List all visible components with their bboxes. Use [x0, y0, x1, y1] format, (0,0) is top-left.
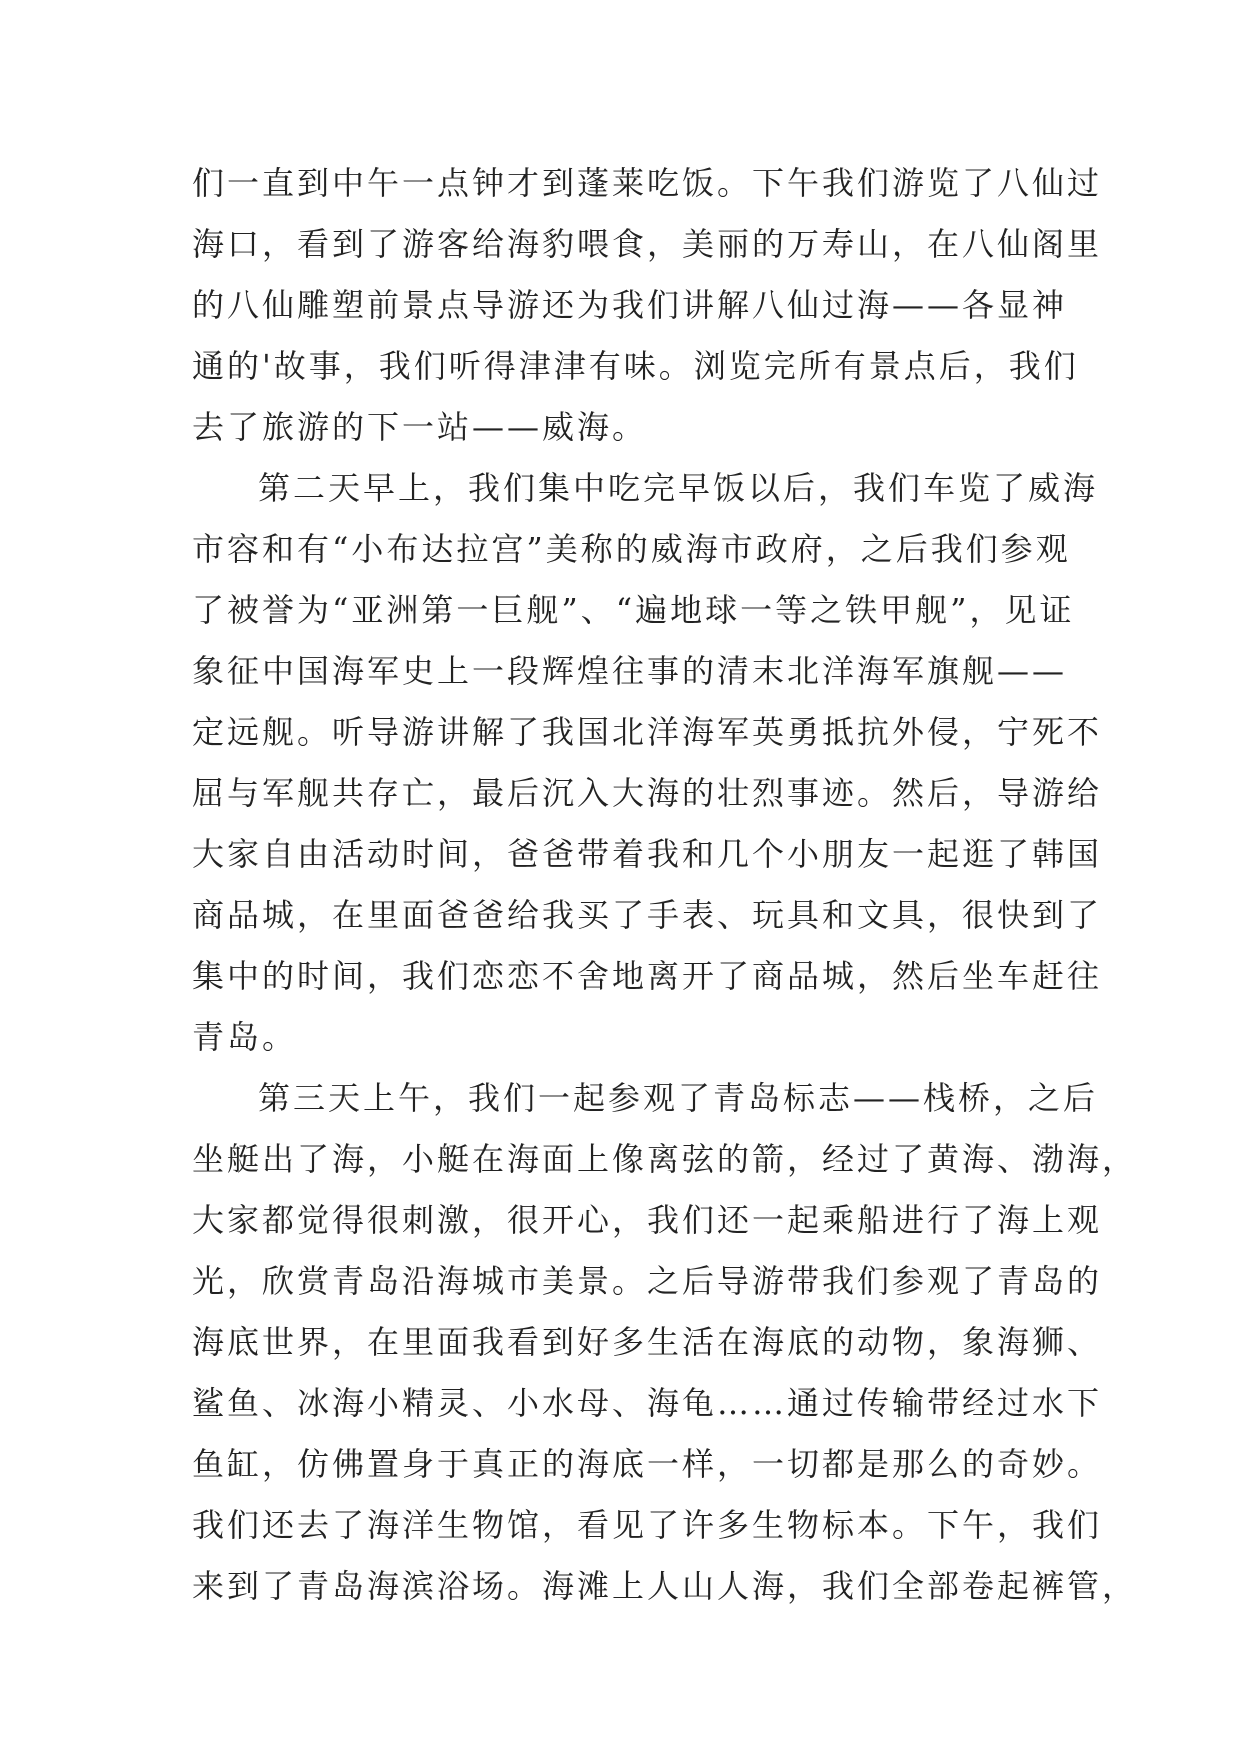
text-line: 定远舰。听导游讲解了我国北洋海军英勇抵抗外侵，宁死不	[192, 713, 1103, 751]
text-line: 的八仙雕塑前景点导游还为我们讲解八仙过海——各显神	[192, 286, 1068, 324]
body-text	[192, 153, 1138, 1617]
paragraph-first-line: 第二天早上，我们集中吃完早饭以后，我们车览了威海	[258, 469, 1099, 507]
text-line: 鲨鱼、冰海小精灵、小水母、海龟……通过传输带经过水下	[192, 1384, 1103, 1422]
text-line: 市容和有“小布达拉宫”美称的威海市政府，之后我们参观	[192, 530, 1071, 568]
text-line: 我们还去了海洋生物馆，看见了许多生物标本。下午，我们	[192, 1506, 1103, 1544]
text-line: 鱼缸，仿佛置身于真正的海底一样，一切都是那么的奇妙。	[192, 1445, 1103, 1483]
text-line: 坐艇出了海，小艇在海面上像离弦的箭，经过了黄海、渤海，	[192, 1140, 1138, 1178]
text-line: 集中的时间，我们恋恋不舍地离开了商品城，然后坐车赶往	[192, 957, 1103, 995]
text-line: 了被誉为“亚洲第一巨舰”、“遍地球一等之铁甲舰”，见证	[192, 591, 1075, 629]
text-line: 光，欣赏青岛沿海城市美景。之后导游带我们参观了青岛的	[192, 1262, 1103, 1300]
text-line: 们一直到中午一点钟才到蓬莱吃饭。下午我们游览了八仙过	[192, 164, 1103, 202]
text-line: 屈与军舰共存亡，最后沉入大海的壮烈事迹。然后，导游给	[192, 774, 1103, 812]
text-line: 象征中国海军史上一段辉煌往事的清末北洋海军旗舰——	[192, 652, 1068, 690]
text-line: 通的'故事，我们听得津津有味。浏览完所有景点后，我们	[192, 347, 1079, 385]
text-line: 海口，看到了游客给海豹喂食，美丽的万寿山，在八仙阁里	[192, 225, 1103, 263]
text-line: 商品城，在里面爸爸给我买了手表、玩具和文具，很快到了	[192, 896, 1103, 934]
text-line: 海底世界，在里面我看到好多生活在海底的动物，象海狮、	[192, 1323, 1103, 1361]
text-line: 去了旅游的下一站——威海。	[192, 408, 648, 446]
text-line: 大家自由活动时间，爸爸带着我和几个小朋友一起逛了韩国	[192, 835, 1103, 873]
text-line: 青岛。	[192, 1018, 298, 1056]
text-line: 大家都觉得很刺激，很开心，我们还一起乘船进行了海上观	[192, 1201, 1103, 1239]
paragraph-first-line: 第三天上午，我们一起参观了青岛标志——栈桥，之后	[258, 1079, 1099, 1117]
text-line: 来到了青岛海滨浴场。海滩上人山人海，我们全部卷起裤管，	[192, 1567, 1138, 1605]
